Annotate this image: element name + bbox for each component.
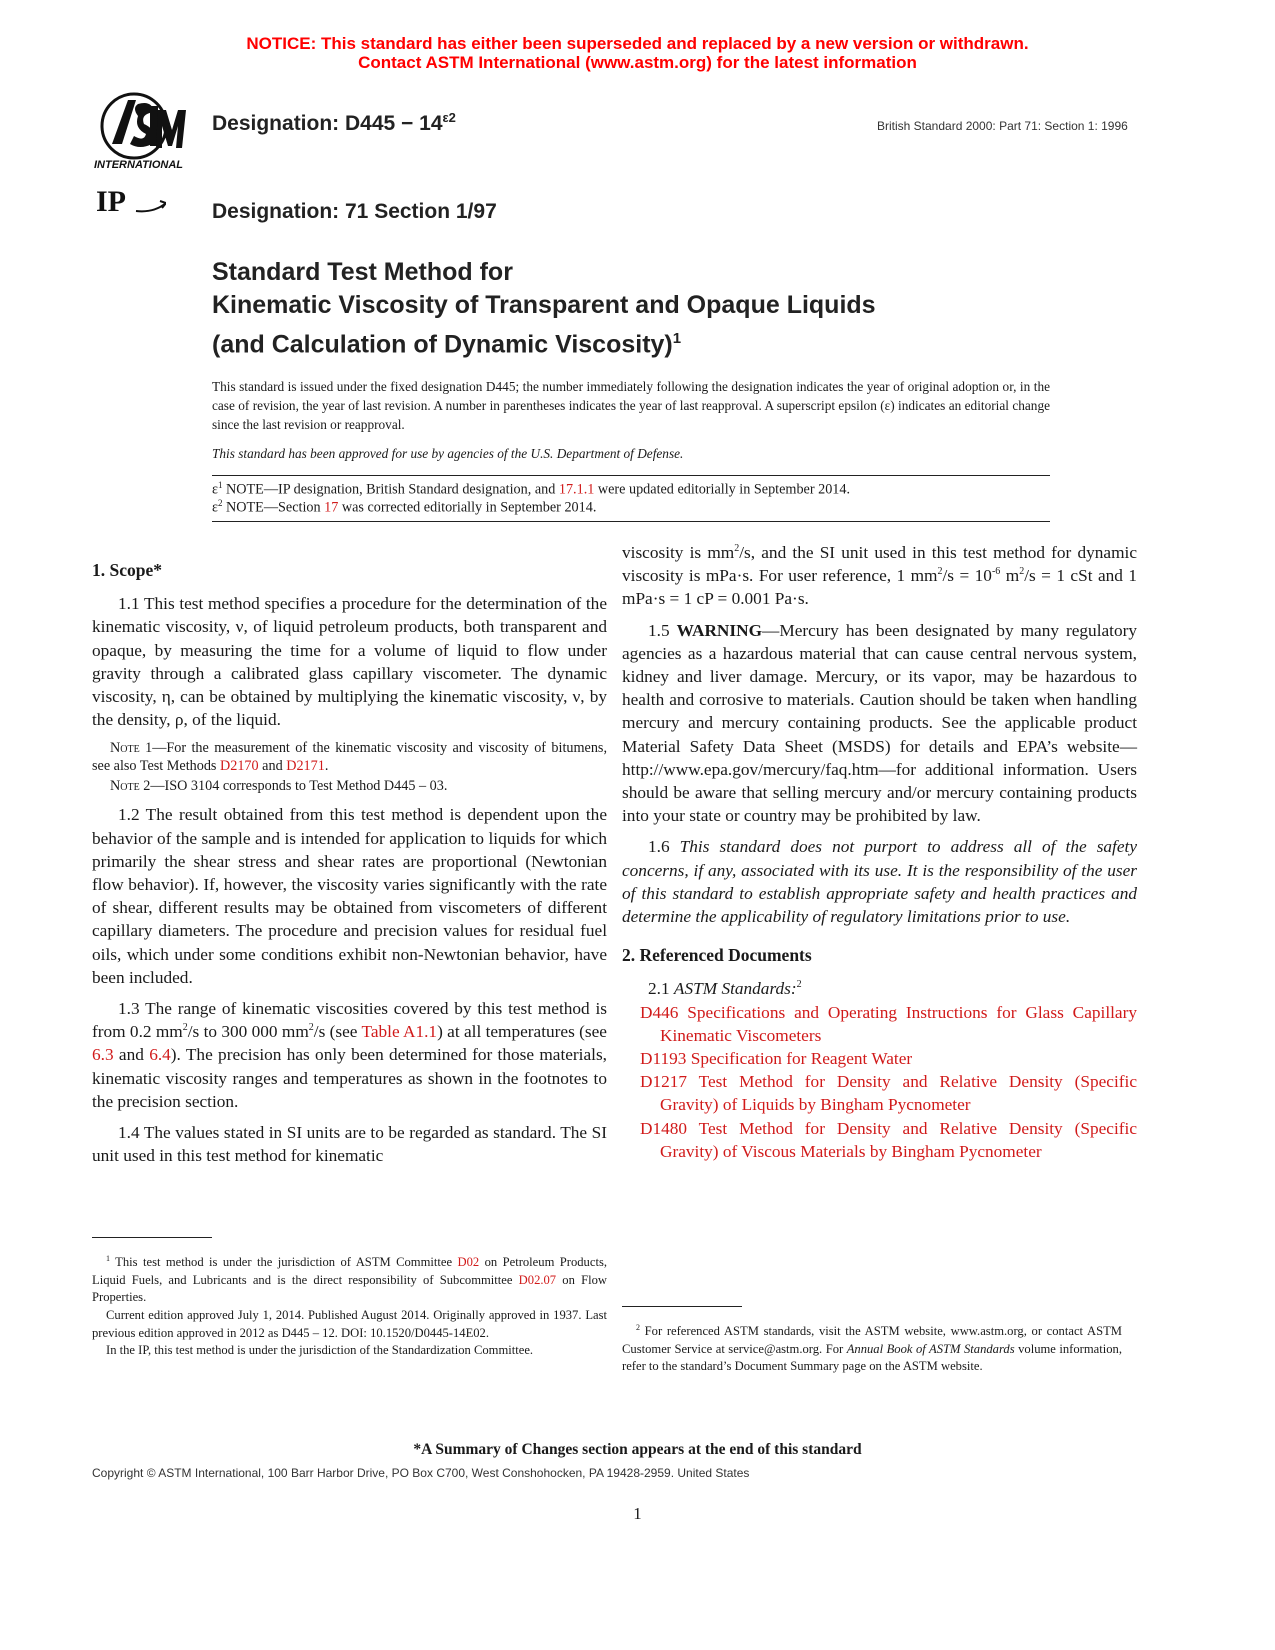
notice-line-2: Contact ASTM International (www.astm.org) for the latest information	[358, 53, 917, 72]
ip-logo-text: IP	[96, 185, 126, 217]
astm-logo-icon	[92, 86, 192, 176]
footnote-2: $^2$ For referenced ASTM standards, visit the ASTM website, www.astm.org, or contact ASTM Customer Service at service@astm.org. For Annual Book of ASTM Standards volume information, refer to the standard’s Document Summary page on the ASTM website.	[622, 1323, 1122, 1374]
footnote-divider	[92, 1237, 212, 1238]
left-column	[92, 559, 607, 1175]
paragraph-1-1: 1.1 This test method specifies a procedure for the determination of the kinematic viscosity, ν, of liquid petroleum products, both transparent and opaque, by measuring the time for a volume of liquid to flow under gravity through a calibrated glass capillary viscometer. The dynamic viscosity, η, can be obtained by multiplying the kinematic viscosity, ν, by the density, ρ, of the liquid.	[92, 594, 607, 730]
ref-d1480: D1480 Test Method for Density and Relative Density (Specific Gravity) of Viscous Materials by Bingham Pycnometer	[640, 1118, 1137, 1161]
link-d1193[interactable]: D1193	[640, 1049, 687, 1069]
note-2: Note 2—ISO 3104 corresponds to Test Method D445 – 03.	[110, 778, 448, 795]
section-2-heading: 2. Referenced Documents	[622, 945, 812, 966]
footnote-1-p3: In the IP, this test method is under the jurisdiction of the Standardization Committee.	[106, 1343, 534, 1358]
summary-of-changes-note: *A Summary of Changes section appears at the end of this standard	[413, 1441, 862, 1458]
link-d02-07[interactable]: D02.07	[518, 1272, 557, 1287]
editorial-note-2: $\varepsilon^2$ NOTE—Section 17 was corrected editorially in September 2014.	[212, 498, 597, 516]
link-d02[interactable]: D02	[457, 1255, 480, 1270]
paragraph-1-3: 1.3 The range of kinematic viscosities covered by this test method is from 0.2 $mm^2/s$ to 300 000 $mm^2/s$ (see Table A1.1) at all temperatures (see 6.3 and 6.4). The precision has only been determined for those materials, kinematic viscosity ranges and temperatures as shown in the footnotes to the precision section.	[92, 999, 607, 1111]
designation-ip: Designation: 71 Section 1/97	[212, 200, 497, 223]
divider	[212, 521, 1050, 522]
footnote-1-p2: Current edition approved July 1, 2014. Published August 2014. Originally approved in 1937. Last previous edition approved in 2012 as D445 – 12. DOI: 10.1520/D0445-14E02.	[92, 1307, 607, 1340]
link-d1217[interactable]: D1217	[640, 1072, 688, 1092]
dod-approval-statement: This standard has been approved for use by agencies of the U.S. Department of Defense.	[212, 446, 684, 461]
editorial-note-1: $\varepsilon^1$ NOTE—IP designation, British Standard designation, and 17.1.1 were updated editorially in September 2014.	[212, 480, 851, 498]
paragraph-1-2: 1.2 The result obtained from this test method is dependent upon the behavior of the sample and is intended for application to liquids for which primarily the shear stress and shear rates are proportional (Newtonian flow behavior). If, however, the viscosity varies significantly with the rate of shear, different results may be obtained from viscometers of different capillary diameters. The procedure and precision values for residual fuel oils, which under some conditions exhibit non-Newtonian behavior, have been included.	[92, 805, 607, 987]
ref-d446: D446 Specifications and Operating Instructions for Glass Capillary Kinematic Viscometers	[640, 1002, 1137, 1045]
british-standard-ref: British Standard 2000: Part 71: Section 1: 1996	[877, 119, 1128, 133]
link-d2171[interactable]: D2171	[286, 758, 325, 775]
designation-epsilon: ε2	[442, 110, 456, 125]
notice-line-1: NOTICE: This standard has either been superseded and replaced by a new version or withdrawn.	[246, 34, 1029, 53]
paragraph-2-1: 2.1 ASTM Standards:$^2$	[648, 979, 802, 999]
title-footnote-mark: 1	[672, 330, 682, 347]
link-d1480[interactable]: D1480	[640, 1118, 688, 1138]
footnote-1-p1: $^1$ This test method is under the jurisdiction of ASTM Committee D02 on Petroleum Products, Liquid Fuels, and Lubricants and is the direct responsibility of Subcommittee D02.07 on Flow Properties.	[92, 1254, 607, 1305]
title-line-3: (and Calculation of Dynamic Viscosity)$^1$	[212, 330, 682, 359]
footnote-divider	[622, 1306, 742, 1307]
withdrawal-notice	[0, 34, 1275, 72]
link-d446[interactable]: D446	[640, 1002, 679, 1022]
link-6-4[interactable]: 6.4	[149, 1045, 171, 1065]
title-line-2: Kinematic Viscosity of Transparent and Opaque Liquids	[212, 291, 876, 319]
ref-d1193: D1193 Specification for Reagent Water	[640, 1049, 913, 1069]
document-title	[212, 256, 1112, 361]
right-column	[622, 541, 1137, 1163]
footnote-1	[92, 1250, 607, 1360]
copyright-line: Copyright © ASTM International, 100 Barr Harbor Drive, PO Box C700, West Conshohocken, PA 19428-2959. United States	[92, 1466, 750, 1480]
section-1-heading: 1. Scope*	[92, 560, 162, 580]
link-d2170[interactable]: D2170	[220, 758, 259, 775]
note-1: Note 1—For the measurement of the kinematic viscosity and viscosity of bitumens, see also Test Methods D2170 and D2171.	[92, 740, 607, 775]
link-table-a1-1[interactable]: Table A1.1	[361, 1022, 438, 1042]
link-section-17[interactable]: 17	[324, 499, 339, 516]
ref-d1217: D1217 Test Method for Density and Relative Density (Specific Gravity) of Liquids by Bingham Pycnometer	[640, 1072, 1137, 1115]
designation-main	[212, 110, 456, 136]
issuance-statement: This standard is issued under the fixed designation D445; the number immediately following the designation indicates the year of original adoption or, in the case of revision, the year of last revision. A number in parentheses indicates the year of last reapproval. A superscript epsilon (ε) indicates an editorial change since the last revision or reapproval.	[212, 379, 1050, 432]
link-6-3[interactable]: 6.3	[92, 1045, 114, 1065]
link-17-1-1[interactable]: 17.1.1	[558, 481, 595, 498]
warning-label: WARNING	[676, 620, 763, 640]
ip-logo-icon	[96, 183, 166, 217]
divider	[212, 475, 1050, 476]
page-number: 1	[633, 1504, 642, 1523]
astm-logo-text: INTERNATIONAL	[94, 159, 184, 171]
paragraph-1-5: 1.5 WARNING—Mercury has been designated by many regulatory agencies as a hazardous material that can cause central nervous system, kidney and liver damage. Mercury, or its vapor, may be hazardous to health and corrosive to materials. Caution should be taken when handling mercury and mercury containing products. See the applicable product Material Safety Data Sheet (MSDS) for details and EPA’s website—http://www.epa.gov/mercury/faq.htm—for additional information. Users should be aware that selling mercury and/or mercury containing products into your state or country may be prohibited by law.	[622, 620, 1138, 826]
paragraph-1-6: 1.6 This standard does not purport to address all of the safety concerns, if any, associated with its use. It is the responsibility of the user of this standard to establish appropriate safety and health practices and determine the applicability of regulatory limitations prior to use.	[622, 837, 1137, 927]
title-line-1: Standard Test Method for	[212, 258, 513, 286]
paragraph-1-4: 1.4 The values stated in SI units are to be regarded as standard. The SI unit used in this test method for kinematic	[92, 1123, 607, 1166]
paragraph-1-4-continued: viscosity is $mm^2/s$, and the SI unit used in this test method for dynamic viscosity is mPa·s. For user reference, 1 $mm^2/s = 10^{-6}$ $m^2/s = 1$ cSt and 1 mPa·s = 1 cP = 0.001 Pa·s.	[622, 543, 1137, 609]
designation-main-text: Designation: D445 − 14	[212, 112, 443, 135]
